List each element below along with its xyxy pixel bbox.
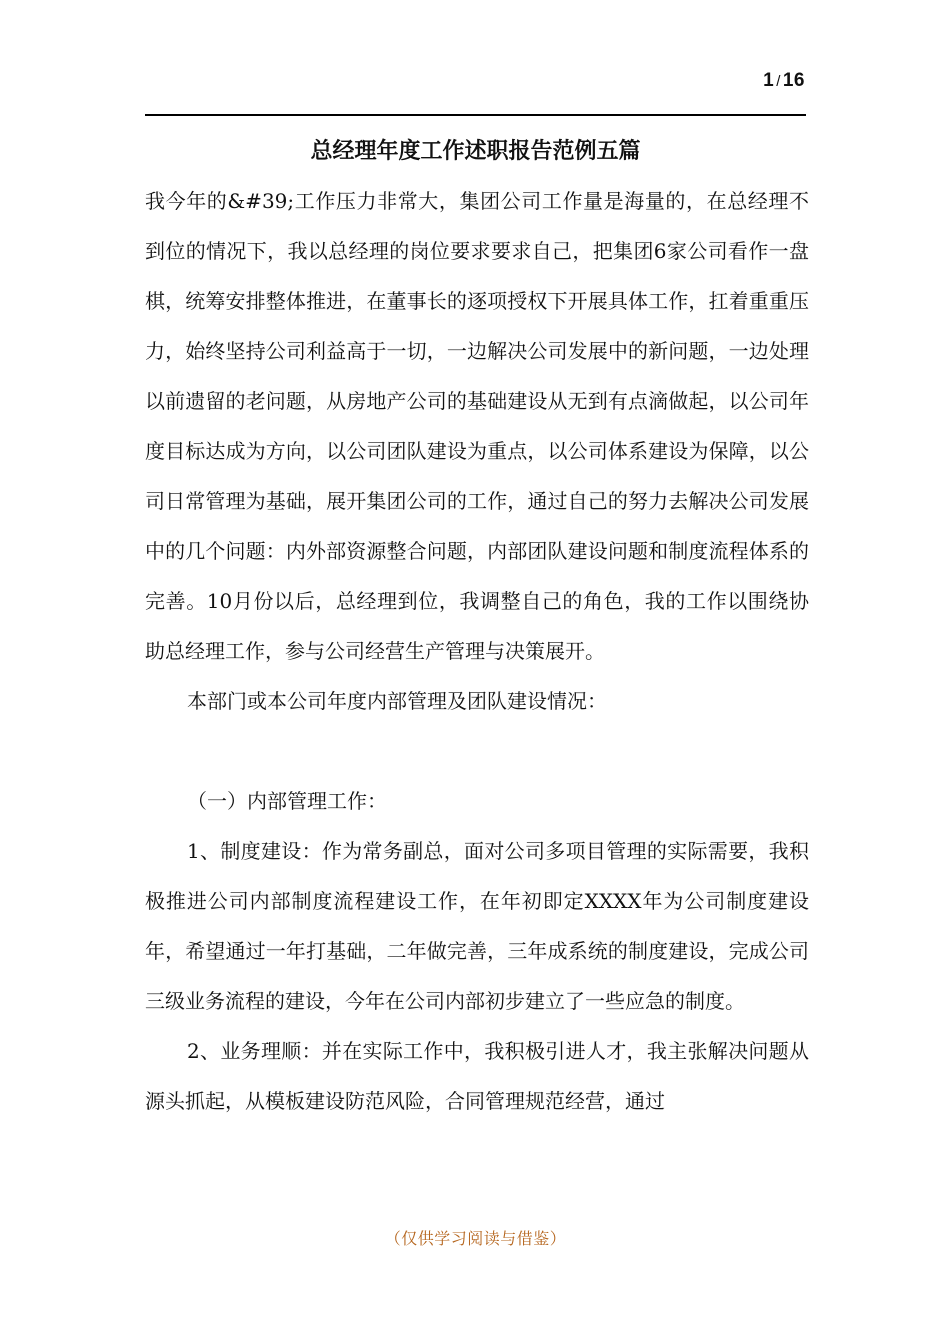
page-number-current: 1 bbox=[763, 70, 775, 91]
footer-note: （仅供学习阅读与借鉴） bbox=[384, 1229, 567, 1248]
body-paragraph-system-building: 1、制度建设：作为常务副总，面对公司多项目管理的实际需要，我积极推进公司内部制度流程建设工作，在年初即定XXXX年为公司制度建设年，希望通过一年打基础，二年做完善，三年成系统的制度建设，完成公司三级业务流程的建设，今年在公司内部初步建立了一些应急的制度。 bbox=[145, 839, 809, 1013]
body-paragraph-section-intro: 本部门或本公司年度内部管理及团队建设情况： bbox=[187, 689, 607, 713]
document-title: 总经理年度工作述职报告范例五篇 bbox=[310, 139, 641, 164]
section-heading-internal-management: （一）内部管理工作： bbox=[187, 789, 387, 813]
page-number bbox=[763, 70, 805, 92]
header-divider bbox=[145, 114, 806, 116]
page-number-total: 16 bbox=[782, 70, 805, 91]
body-paragraph-intro: 我今年的&#39;工作压力非常大，集团公司工作量是海量的，在总经理不到位的情况下，我以总经理的岗位要求要求自己，把集团6家公司看作一盘棋，统筹安排整体推进，在董事长的逐项授权下开展具体工作，扛着重重压力，始终坚持公司利益高于一切，一边解决公司发展中的新问题，一边处理以前遗留的老问题，从房地产公司的基础建设从无到有点滴做起，以公司年度目标达成为方向，以公司团队建设为重点，以公司体系建设为保障，以公司日常管理为基础，展开集团公司的工作，通过自己的努力去解决公司发展中的几个问题：内外部资源整合问题，内部团队建设问题和制度流程体系的完善。10月份以后，总经理到位，我调整自己的角色，我的工作以围绕协助总经理工作，参与公司经营生产管理与决策展开。 bbox=[145, 189, 809, 663]
body-paragraph-business-alignment: 2、业务理顺：并在实际工作中，我积极引进人才，我主张解决问题从源头抓起，从模板建设防范风险，合同管理规范经营，通过 bbox=[145, 1039, 809, 1113]
document-body bbox=[145, 176, 809, 1126]
page-number-separator: / bbox=[776, 73, 781, 90]
